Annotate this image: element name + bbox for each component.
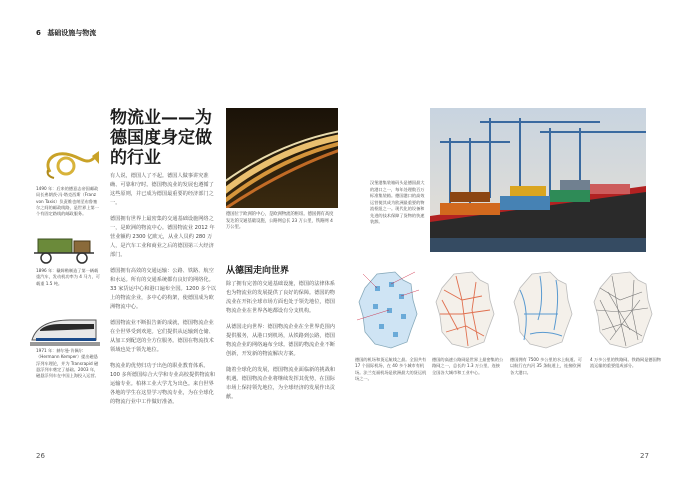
caption-post-horn: 1490 年：后来的德意志帝国邮政局长弗朗茨·冯·塔克西斯（Franz von Taxis）负责维也纳至布鲁塞尔之间的邮政线路，是世界上第一个有固定路线的邮政服务。 <box>36 186 99 217</box>
highlight-text: 德国位于欧洲的中心，是欧洲物流的枢纽。德国拥有高度发达的交通基础设施，公路网总长 23 万公里，铁路网 4 万公里。 <box>226 212 334 230</box>
section-subhead: 从德国走向世界 <box>226 266 290 276</box>
caption-truck: 1896 年：戴姆勒制造了第一辆载重汽车，发动机功率为 4 马力，可载重 1.5 吨。 <box>36 268 100 286</box>
highway-map <box>432 270 498 350</box>
railway-map <box>590 270 656 350</box>
paragraph: 德国物流业不断报告新的成就，德国物流企业在全世界受到欢迎。它们提供从运输到仓储、从加工到配送的全方位服务。德国在物流技术领域也处于领先地位。 <box>110 320 214 353</box>
paragraph: 除了拥有完善的交通基础设施，德国的法律体系也为物流业的发展提供了良好的保障。德国的物流业在开拓全球市场方面也处于领先地位，德国物流企业在世界各地都设有分支机构。 <box>226 281 335 314</box>
page-number-right: 27 <box>640 452 649 460</box>
body-column-1 <box>110 172 218 414</box>
maglev-train-icon <box>30 312 100 348</box>
airport-map <box>355 270 421 350</box>
paragraph: 有人说，德国人了不起。德国人做事讲究准确、可靠和守时。德国物流业的发展也遵循了这些原则，并已成为德国最重要的经济部门之一。 <box>110 173 214 206</box>
caption-highway-map: 德国的高速公路网是世界上最密集的公路网之一，总长约 1.3 万公里，连接全国各大城市和工业中心。 <box>432 357 504 375</box>
caption-railway-map: 4 万多公里的铁路网。铁路网是德国物流运输的重要组成部分。 <box>590 357 661 369</box>
caption-airport-map: 德国的机场和货运航线之最。全国共有 17 个国际机场，在 40 多个城市有机场。法兰克福机场是欧洲最大的货运机场之一。 <box>355 357 427 381</box>
chapter-title: 基础设施与物流 <box>47 29 97 37</box>
caption-waterway-map: 德国拥有 7500 多公里的水上航道。可以航行在内河 35 条航道上，连接欧洲各大港口。 <box>510 357 582 375</box>
title-line-2: 德国度身定做 <box>110 128 212 148</box>
chapter-header <box>36 28 96 38</box>
paragraph: 从德国走向世界：德国物流企业在全世界范围内提供服务，从港口到机场，从铁路到公路，德国物流企业的网络遍布全球。德国的物流企业不断创新，开发新的物流解决方案。 <box>226 324 335 357</box>
title-line-3: 的行业 <box>110 148 161 168</box>
paragraph: 德国拥有世界上最密集的交通基础设施网络之一，是欧洲的物流中心。德国物流业 2012 年营业额约 2300 亿欧元，从业人员约 280 万人，是汽车工业和商业之后的德国第三大经济部门。 <box>110 216 215 258</box>
title-line-1: 物流业——为 <box>110 108 212 128</box>
caption-maglev: 1971 年：赫尔曼·肯佩尔（Hermann Kemper）提出磁悬浮列车理论，并为 Transrapid 磁悬浮列车奠定了基础。2003 年，磁悬浮列车在中国上海投入运营。 <box>36 348 99 379</box>
post-horn-icon <box>42 148 100 182</box>
body-column-2 <box>226 280 336 409</box>
page-number-left: 26 <box>36 452 45 460</box>
container-port-photo <box>430 108 646 252</box>
highway-night-photo <box>226 108 338 208</box>
chapter-number: 6 <box>36 29 41 37</box>
waterway-map <box>510 270 576 350</box>
paragraph: 德国拥有高效的交通运输：公路、铁路、航空和水运。所有的交通系统都有良好的网络化。33 家货运中心和港口遍布全国。1200 多个以上的物流企业，多中心的构架，使德国成为欧洲物流中心。 <box>110 268 217 310</box>
port-photo-caption: 汉堡港集装箱码头是德国最大的港口之一，每年处理数百万标准集装箱。德国港口的高效运营使其成为欧洲最重要的物流枢纽之一。现代化的设备和先进的技术保障了货物的快速装卸。 <box>370 180 425 224</box>
paragraph: 物流业的优势归功于出色的职业教育体系。100 多所德国综合大学和专业高校提供物流和运输专业。柏林工业大学尤为出色。来自世界各地的学生在这里学习物流专业，为在全球化的物流行业中工作做好准备。 <box>110 363 215 405</box>
truck-icon <box>34 235 98 265</box>
page-title <box>110 108 220 168</box>
paragraph: 随着全球化的发展，德国物流业面临新的挑战和机遇。德国物流企业将继续发挥其优势，在国际市场上保持领先地位，为全球经济的发展作出贡献。 <box>226 367 335 400</box>
